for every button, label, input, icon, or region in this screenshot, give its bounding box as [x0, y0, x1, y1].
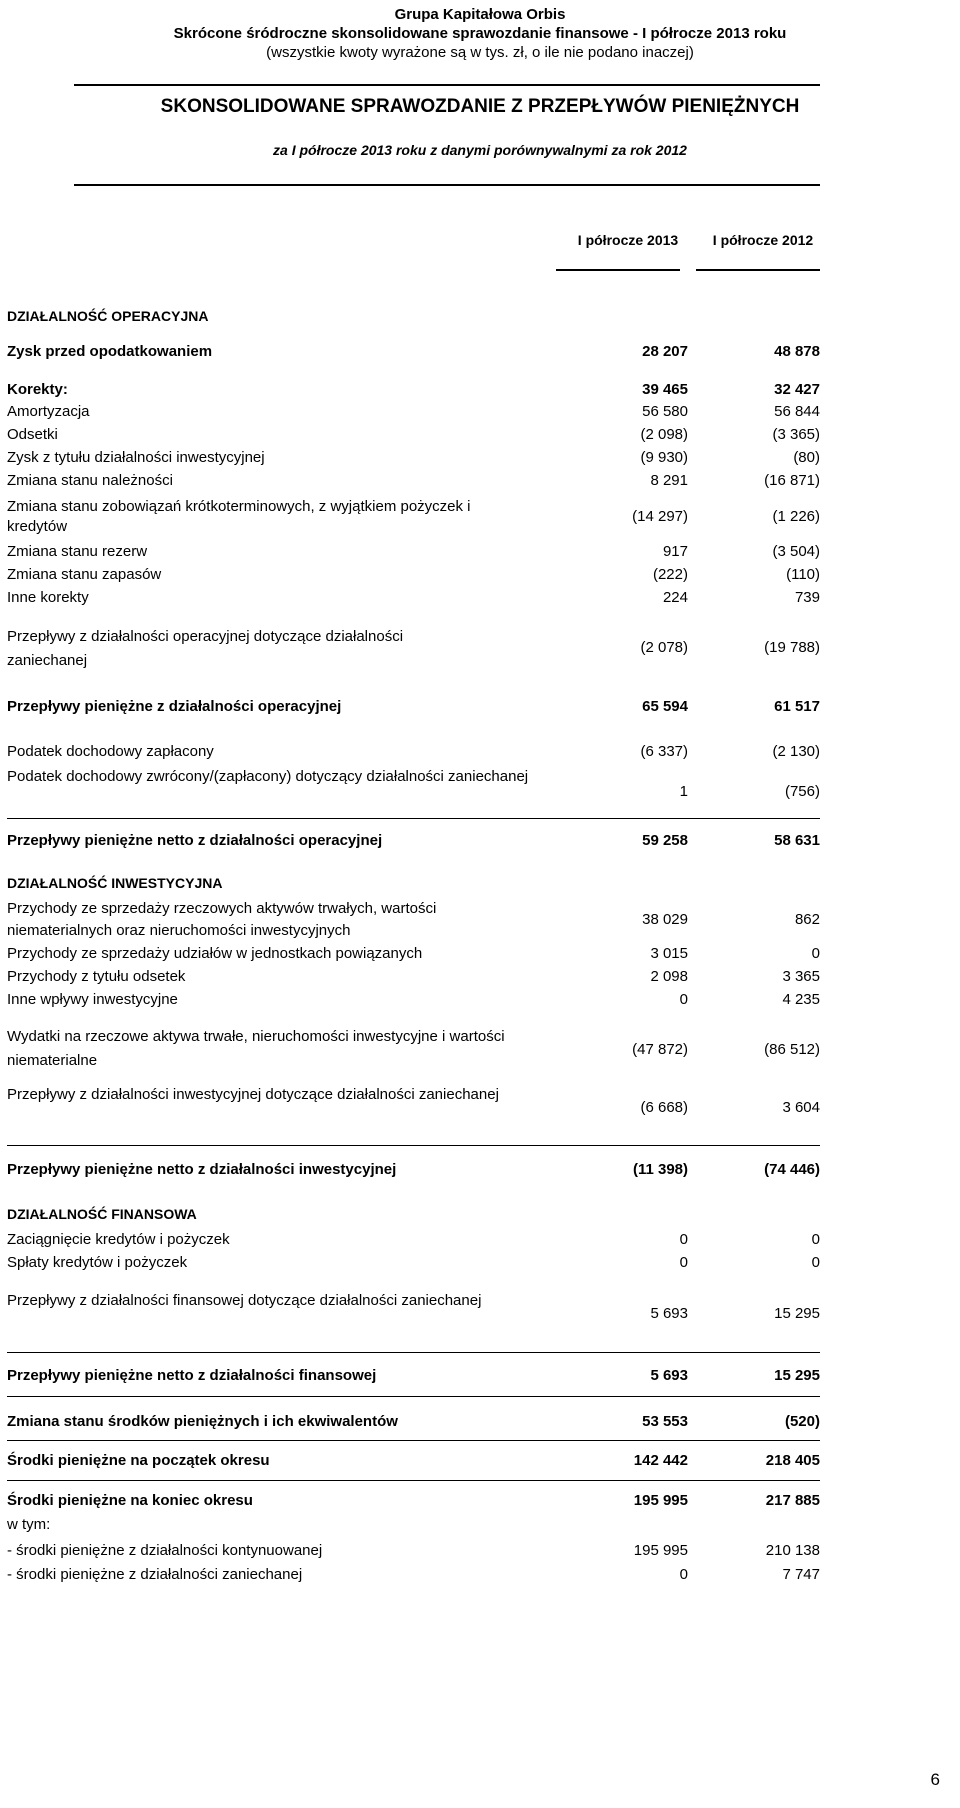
column-rule-2013	[556, 269, 680, 271]
value-2013: 224	[662, 589, 688, 606]
statement-subtitle: za I półrocze 2013 roku z danymi porównywalnymi za rok 2012	[273, 142, 687, 158]
value-2012: (74 446)	[764, 1161, 820, 1178]
value-2013: 917	[662, 543, 688, 560]
value-2012: 739	[794, 589, 820, 606]
row-label: - środki pieniężne z działalności zaniechanej	[7, 1566, 303, 1583]
row-label: w tym:	[7, 1516, 51, 1533]
value-2013: 142 442	[633, 1452, 688, 1469]
value-2012: 15 295	[774, 1367, 820, 1384]
value-2013: (6 337)	[640, 743, 688, 760]
value-2012: (19 788)	[764, 639, 820, 656]
value-2013: 0	[679, 1254, 688, 1271]
value-2013: 3 015	[650, 945, 688, 962]
row-label: Spłaty kredytów i pożyczek	[7, 1254, 188, 1271]
row-label: Przychody ze sprzedaży udziałów w jednostkach powiązanych	[7, 945, 423, 962]
row-label: Zaciągnięcie kredytów i pożyczek	[7, 1231, 230, 1248]
row-label: Amortyzacja	[7, 403, 90, 420]
value-2012: (2 130)	[772, 743, 820, 760]
value-2013: 8 291	[650, 472, 688, 489]
row-label: DZIAŁALNOŚĆ FINANSOWA	[7, 1206, 197, 1222]
value-2012: 7 747	[782, 1566, 820, 1583]
value-2013: 39 465	[642, 381, 688, 398]
value-2012: (86 512)	[764, 1041, 820, 1058]
value-2012: (520)	[784, 1413, 820, 1430]
value-2013: (222)	[652, 566, 688, 583]
value-2013: 56 580	[642, 403, 688, 420]
row-label: Podatek dochodowy zapłacony	[7, 743, 214, 760]
page-number: 6	[930, 1770, 940, 1789]
row-label: Środki pieniężne na koniec okresu	[7, 1492, 253, 1509]
value-2013: (2 098)	[640, 426, 688, 443]
value-2012: (110)	[786, 566, 820, 583]
value-2013: (47 872)	[632, 1041, 688, 1058]
value-2013: (6 668)	[640, 1099, 688, 1116]
section-divider	[7, 1396, 820, 1397]
section-divider	[7, 818, 820, 819]
row-label: Przepływy pieniężne netto z działalności inwestycyjnej	[7, 1161, 397, 1178]
value-2012: 48 878	[774, 343, 820, 360]
column-header-2012: I półrocze 2012	[712, 232, 814, 248]
row-label: Odsetki	[7, 426, 58, 443]
row-label: Przepływy z działalności operacyjnej dotyczące działalności zaniechanej	[7, 628, 404, 669]
value-2013: 195 995	[633, 1492, 688, 1509]
value-2012: 0	[811, 1254, 820, 1271]
value-2013: 0	[679, 1566, 688, 1583]
row-label: Przepływy z działalności inwestycyjnej dotyczące działalności zaniechanej	[7, 1086, 499, 1103]
value-2013: 53 553	[642, 1413, 688, 1430]
row-label: Przepływy pieniężne netto z działalności finansowej	[7, 1367, 377, 1384]
value-2013: (11 398)	[632, 1161, 688, 1178]
value-2012: 4 235	[782, 991, 820, 1008]
value-2012: 3 604	[782, 1099, 820, 1116]
value-2012: (80)	[793, 449, 820, 466]
row-label: Korekty:	[7, 381, 68, 398]
row-label: Zmiana stanu zobowiązań krótkoterminowych, z wyjątkiem pożyczek i kredytów	[7, 498, 471, 535]
value-2013: (9 930)	[640, 449, 688, 466]
row-label: Inne wpływy inwestycyjne	[7, 991, 178, 1008]
row-label: DZIAŁALNOŚĆ INWESTYCYJNA	[7, 875, 223, 891]
row-label: Wydatki na rzeczowe aktywa trwałe, nieruchomości inwestycyjne i wartości niematerialne	[7, 1028, 505, 1069]
section-divider	[7, 1440, 820, 1441]
row-label: Podatek dochodowy zwrócony/(zapłacony) dotyczący działalności zaniechanej	[7, 768, 529, 785]
value-2012: (756)	[784, 783, 820, 800]
value-2013: (14 297)	[632, 508, 688, 525]
row-label: Zmiana stanu rezerw	[7, 543, 148, 560]
value-2013: 5 693	[650, 1367, 688, 1384]
value-2012: 0	[811, 945, 820, 962]
value-2013: 1	[679, 783, 688, 800]
value-2012: 61 517	[774, 698, 820, 715]
row-label: Przepływy z działalności finansowej dotyczące działalności zaniechanej	[7, 1292, 482, 1309]
section-divider	[7, 1145, 820, 1146]
statement-title: SKONSOLIDOWANE SPRAWOZDANIE Z PRZEPŁYWÓW PIENIĘŻNYCH	[160, 96, 800, 117]
value-2012: 58 631	[774, 832, 820, 849]
row-label: Przepływy pieniężne z działalności operacyjnej	[7, 698, 342, 715]
value-2012: 217 885	[765, 1492, 820, 1509]
row-label: Zmiana stanu zapasów	[7, 566, 162, 583]
title-rule	[74, 184, 820, 186]
row-label: Przychody z tytułu odsetek	[7, 968, 186, 985]
row-label: Zysk z tytułu działalności inwestycyjnej	[7, 449, 265, 466]
value-2012: 32 427	[774, 381, 820, 398]
row-label: Przepływy pieniężne netto z działalności operacyjnej	[7, 832, 383, 849]
value-2013: 59 258	[642, 832, 688, 849]
value-2012: (3 365)	[772, 426, 820, 443]
value-2012: 210 138	[765, 1542, 820, 1559]
value-2013: 28 207	[642, 343, 688, 360]
section-divider	[7, 1480, 820, 1481]
value-2012: 3 365	[782, 968, 820, 985]
value-2012: 218 405	[765, 1452, 820, 1469]
value-2012: (1 226)	[772, 508, 820, 525]
group-name: Grupa Kapitałowa Orbis	[394, 6, 566, 23]
row-label: Zysk przed opodatkowaniem	[7, 343, 213, 360]
section-divider	[7, 1352, 820, 1353]
value-2013: 5 693	[650, 1305, 688, 1322]
value-2012: (16 871)	[764, 472, 820, 489]
value-2012: 862	[794, 911, 820, 928]
row-label: - środki pieniężne z działalności kontynuowanej	[7, 1542, 323, 1559]
value-2013: 65 594	[642, 698, 688, 715]
value-2012: 0	[811, 1231, 820, 1248]
column-rule-2012	[696, 269, 820, 271]
value-2013: 0	[679, 1231, 688, 1248]
row-label: Zmiana stanu środków pieniężnych i ich ekwiwalentów	[7, 1413, 398, 1430]
report-name: Skrócone śródroczne skonsolidowane sprawozdanie finansowe - I półrocze 2013 roku	[173, 25, 787, 42]
value-2013: 2 098	[650, 968, 688, 985]
column-header-2013: I półrocze 2013	[577, 232, 679, 248]
row-label: Przychody ze sprzedaży rzeczowych aktywów trwałych, wartości niematerialnych oraz nieruchomości inwestycyjnych	[7, 900, 437, 939]
row-label: DZIAŁALNOŚĆ OPERACYJNA	[7, 308, 209, 324]
row-label: Zmiana stanu należności	[7, 472, 173, 489]
amounts-note: (wszystkie kwoty wyrażone są w tys. zł, o ile nie podano inaczej)	[266, 44, 694, 61]
value-2013: 0	[679, 991, 688, 1008]
value-2013: 195 995	[633, 1542, 688, 1559]
value-2012: (3 504)	[772, 543, 820, 560]
row-label: Inne korekty	[7, 589, 89, 606]
value-2013: (2 078)	[640, 639, 688, 656]
value-2012: 56 844	[774, 403, 820, 420]
header-rule	[74, 84, 820, 86]
value-2013: 38 029	[642, 911, 688, 928]
value-2012: 15 295	[774, 1305, 820, 1322]
row-label: Środki pieniężne na początek okresu	[7, 1452, 270, 1469]
